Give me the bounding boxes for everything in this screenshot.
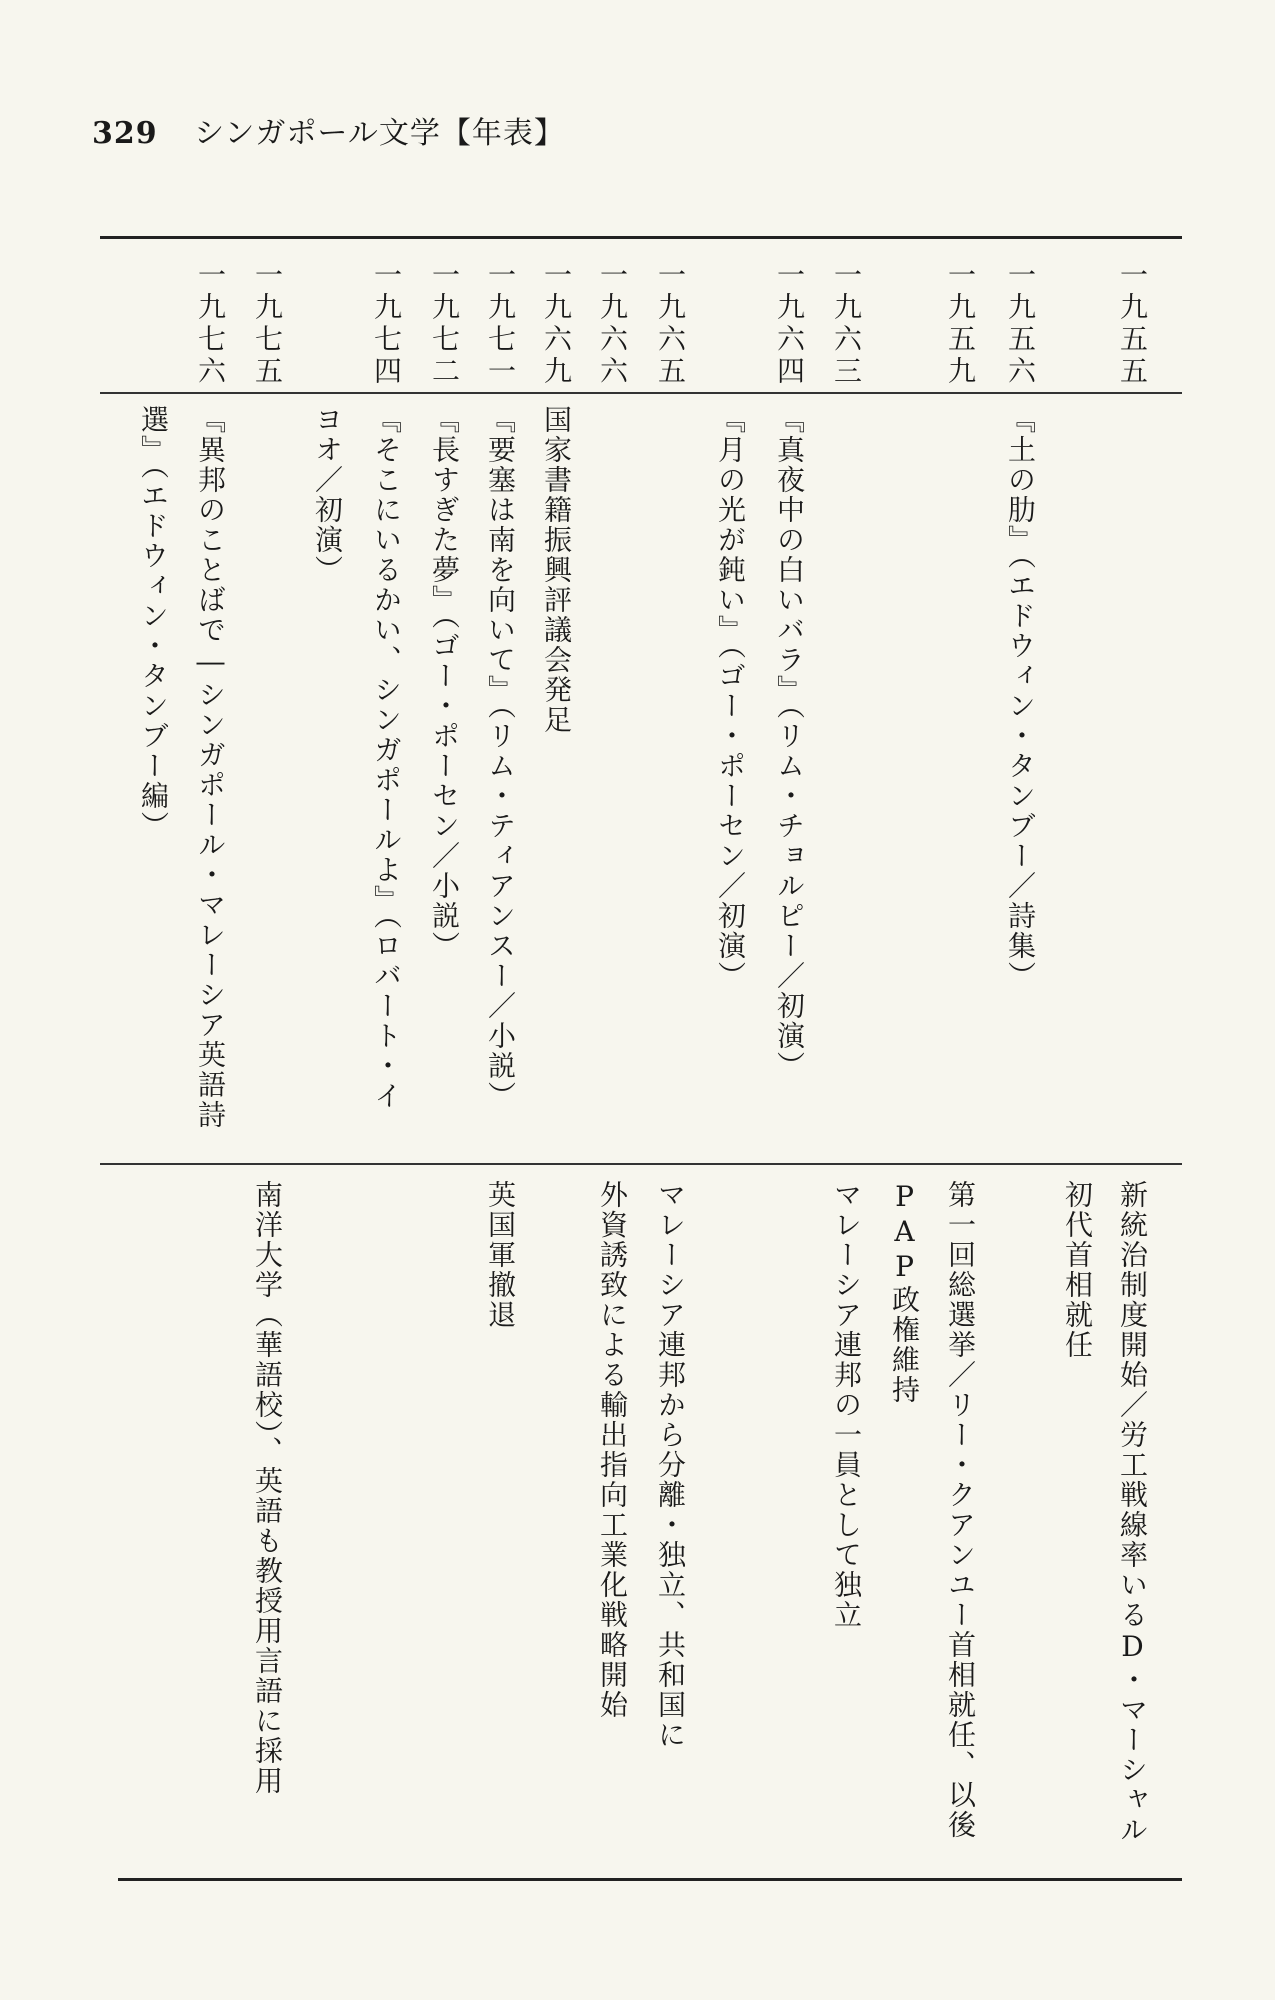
year-1974: 一九七四 (370, 260, 403, 388)
event-1955-a: 新統治制度開始／労工戦線率いるD・マーシャル (1116, 1180, 1149, 1845)
year-1971: 一九七一 (484, 260, 517, 388)
work-1976-b: 選』（エドウィン・タンブー編） (137, 405, 170, 841)
page-header (92, 108, 565, 152)
event-1965: マレーシア連邦から分離・独立、共和国に (654, 1180, 687, 1750)
work-1956: 『土の肋』（エドウィン・タンブー／詩集） (1004, 405, 1037, 991)
event-1959-b: PAP政権維持 (888, 1180, 921, 1405)
year-1966: 一九六六 (596, 260, 629, 388)
work-1969: 国家書籍振興評議会発足 (540, 405, 573, 735)
year-1969: 一九六九 (540, 260, 573, 388)
year-divider (100, 392, 1182, 394)
event-1971: 英国軍撤退 (484, 1180, 517, 1330)
event-1963: マレーシア連邦の一員として独立 (830, 1180, 863, 1630)
work-1972: 『長すぎた夢』（ゴー・ポーセン／小説） (428, 405, 461, 961)
year-1965: 一九六五 (654, 260, 687, 388)
event-1975: 南洋大学（華語校）、英語も教授用言語に採用 (251, 1180, 284, 1796)
work-1964-b: 『月の光が鈍い』（ゴー・ポーセン／初演） (714, 405, 747, 991)
work-1974-b: ヨオ／初演） (311, 405, 344, 585)
bottom-rule (118, 1878, 1182, 1881)
work-1971: 『要塞は南を向いて』（リム・ティアンスー／小説） (484, 405, 517, 1111)
event-1966: 外資誘致による輸出指向工業化戦略開始 (596, 1180, 629, 1720)
work-1976-a: 『異邦のことばで―シンガポール・マレーシア英語詩 (194, 405, 227, 1130)
year-1964: 一九六四 (773, 260, 806, 388)
year-1972: 一九七二 (428, 260, 461, 388)
page-title: シンガポール文学【年表】 (194, 116, 565, 151)
work-1974-a: 『そこにいるかい、シンガポールよ』（ロバート・イ (370, 405, 403, 1111)
year-1959: 一九五九 (944, 260, 977, 388)
work-1964-a: 『真夜中の白いバラ』（リム・チョルピー／初演） (773, 405, 806, 1081)
year-1955: 一九五五 (1116, 260, 1149, 388)
event-1955-b: 初代首相就任 (1061, 1180, 1094, 1360)
event-1959-a: 第一回総選挙／リー・クアンユー首相就任、以後 (944, 1180, 977, 1840)
year-1975: 一九七五 (251, 260, 284, 388)
year-1963: 一九六三 (830, 260, 863, 388)
section-divider (100, 1163, 1182, 1165)
top-rule (100, 236, 1182, 239)
page-number: 329 (92, 116, 158, 151)
year-1956: 一九五六 (1004, 260, 1037, 388)
year-1976: 一九七六 (194, 260, 227, 388)
